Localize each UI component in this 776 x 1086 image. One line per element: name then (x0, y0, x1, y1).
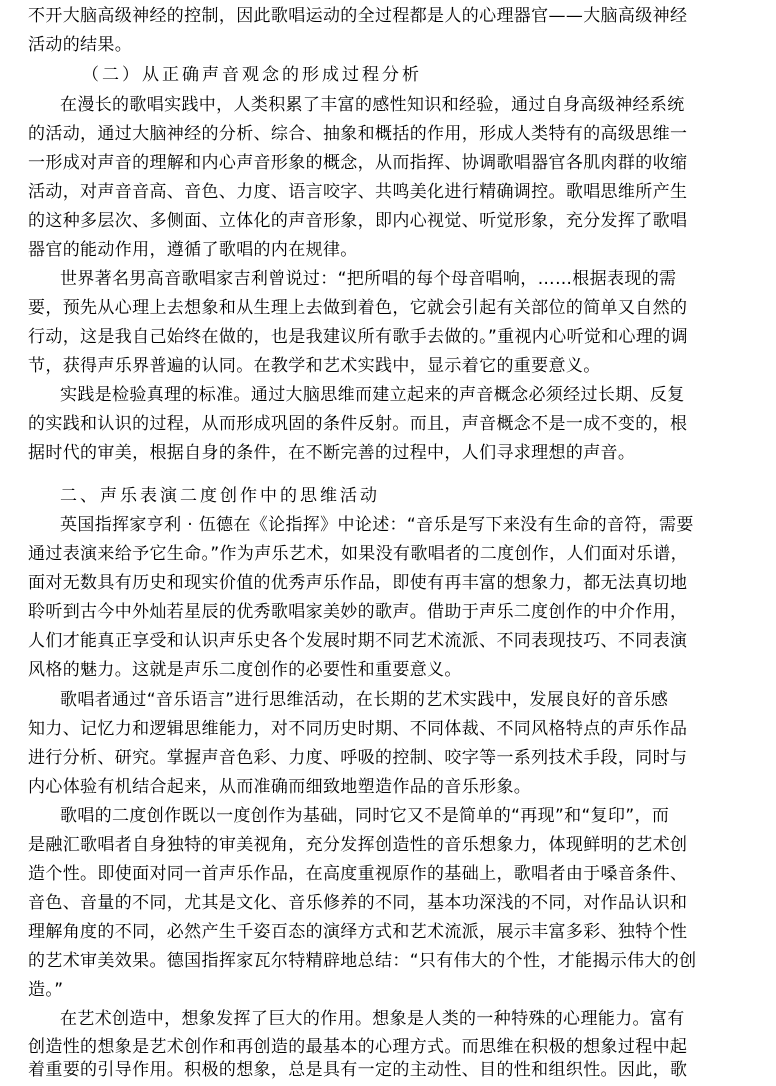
section-heading: 二、声乐表演二度创作中的思维活动 (60, 486, 380, 506)
text-line: 歌唱的二度创作既以一度创作为基础，同时它又不是简单的“再现”和“复印”，而 (60, 806, 670, 826)
text-line: 在漫长的歌唱实践中，人类积累了丰富的感性知识和经验，通过自身高级神经系统 (60, 95, 685, 115)
text-line: 的活动，通过大脑神经的分析、综合、抽象和概括的作用，形成人类特有的高级思维一 (28, 124, 688, 144)
text-line: 是融汇歌唱者自身独特的审美视角，充分发挥创造性的音乐想象力，体现鲜明的艺术创 (28, 835, 688, 855)
text-line: 据时代的审美，根据自身的条件，在不断完善的过程中，人们寻求理想的声音。 (28, 443, 636, 463)
text-line: 器官的能动作用，遵循了歌唱的内在规律。 (28, 240, 358, 260)
text-line: 音色、音量的不同，尤其是文化、音乐修养的不同，基本功深浅的不同，对作品认识和 (28, 893, 688, 913)
text-line: 内心体验有机结合起来，从而准确而细致地塑造作品的音乐形象。 (28, 777, 532, 797)
text-line: 在艺术创造中，想象发挥了巨大的作用。想象是人类的一种特殊的心理能力。富有 (60, 1009, 685, 1029)
text-line: 行动，这是我自己始终在做的，也是我建议所有歌手去做的。”重视内心听觉和心理的调 (28, 327, 688, 347)
text-line: 的艺术审美效果。德国指挥家瓦尔特精辟地总结：“只有伟大的个性，才能揭示伟大的创 (28, 951, 697, 971)
text-line: 通过表演来给予它生命。”作为声乐艺术，如果没有歌唱者的二度创作，人们面对乐谱， (28, 544, 688, 564)
text-line: 一形成对声音的理解和内心声音形象的概念，从而指挥、协调歌唱器官各肌肉群的收缩 (28, 153, 688, 173)
text-line: 不开大脑高级神经的控制，因此歌唱运动的全过程都是人的心理器官——大脑高级神经 (28, 6, 688, 26)
text-line: 歌唱者通过“音乐语言”进行思维活动，在长期的艺术实践中，发展良好的音乐感 (60, 690, 669, 710)
text-line: 面对无数具有历史和现实价值的优秀声乐作品，即使有再丰富的想象力，都无法真切地 (28, 573, 688, 593)
text-line: 创造性的想象是艺术创作和再创造的最基本的心理方式。而思维在积极的想象过程中起 (28, 1037, 688, 1057)
text-line: 理解角度的不同，必然产生千姿百态的演绎方式和艺术流派，展示丰富多彩、独特个性 (28, 922, 688, 942)
text-line: 进行分析、研究。掌握声音色彩、力度、呼吸的控制、咬字等一系列技术手段，同时与 (28, 748, 688, 768)
text-line: 活动，对声音音高、音色、力度、语言咬字、共鸣美化进行精确调控。歌唱思维所产生 (28, 182, 688, 202)
text-line: 知力、记忆力和逻辑思维能力，对不同历史时期、不同体裁、不同风格特点的声乐作品 (28, 719, 688, 739)
text-line: 着重要的引导作用。积极的想象，总是具有一定的主动性、目的性和组织性。因此，歌 (28, 1060, 688, 1080)
text-line: 人们才能真正享受和认识声乐史各个发展时期不同艺术流派、不同表现技巧、不同表演 (28, 631, 688, 651)
text-line: 实践是检验真理的标准。通过大脑思维而建立起来的声音概念必须经过长期、反复 (60, 385, 685, 405)
section-heading: （二）从正确声音观念的形成过程分析 (82, 65, 422, 85)
text-line: 活动的结果。 (28, 35, 133, 55)
text-line: 的这种多层次、多侧面、立体化的声音形象，即内心视觉、听觉形象，充分发挥了歌唱 (28, 211, 688, 231)
text-line: 聆听到古今中外灿若星辰的优秀歌唱家美妙的歌声。借助于声乐二度创作的中介作用， (28, 602, 688, 622)
text-line: 世界著名男高音歌唱家吉利曾说过：“把所唱的每个母音唱响，……根据表现的需 (60, 269, 677, 289)
text-line: 风格的魅力。这就是声乐二度创作的必要性和重要意义。 (28, 660, 462, 680)
text-line: 要，预先从心理上去想象和从生理上去做到着色，它就会引起有关部位的简单又自然的 (28, 298, 688, 318)
text-line: 造个性。即使面对同一首声乐作品，在高度重视原作的基础上，歌唱者由于嗓音条件、 (28, 864, 688, 884)
text-line: 英国指挥家亨利 · 伍德在《论指挥》中论述：“音乐是写下来没有生命的音符，需要 (60, 515, 694, 535)
text-line: 节，获得声乐界普遍的认同。在教学和艺术实践中，显示着它的重要意义。 (28, 356, 601, 376)
text-line: 造。” (28, 980, 64, 1000)
text-line: 的实践和认识的过程，从而形成巩固的条件反射。而且，声音概念不是一成不变的，根 (28, 414, 688, 434)
